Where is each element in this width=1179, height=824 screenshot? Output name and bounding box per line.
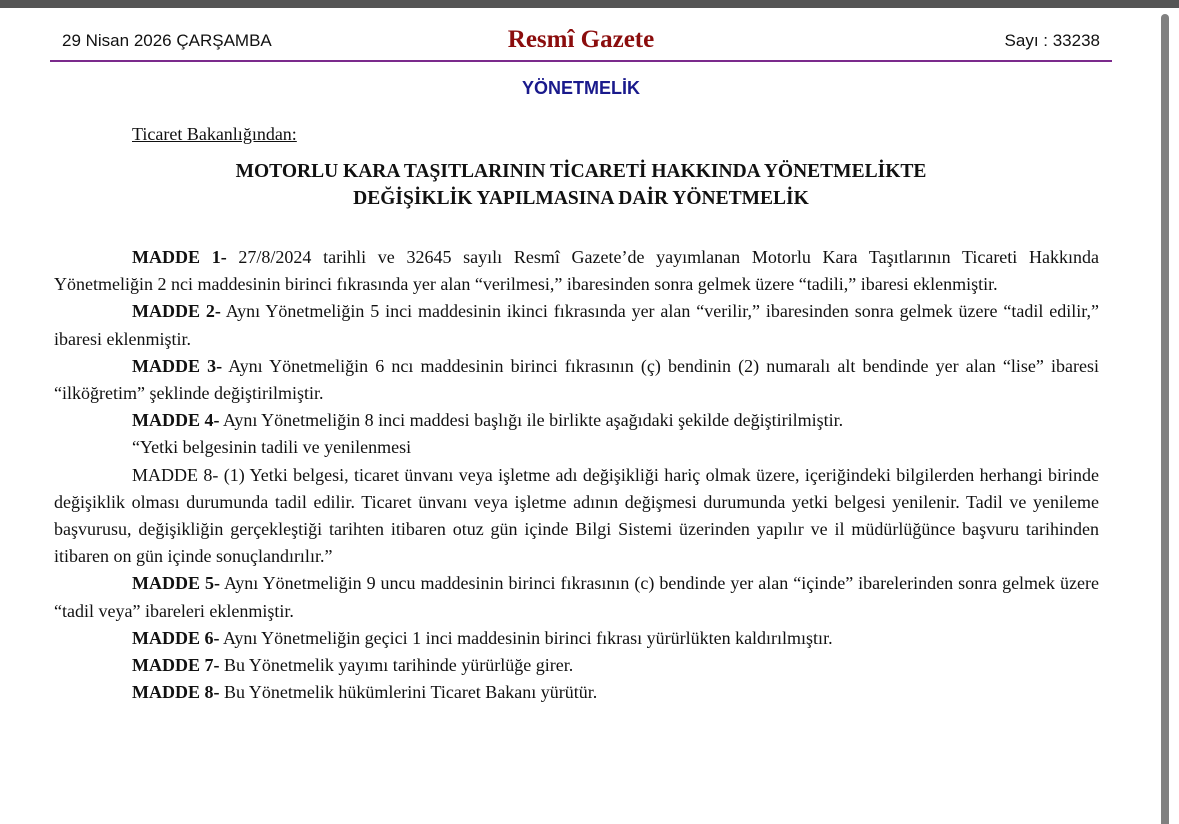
article-5 (54, 570, 1099, 624)
publication-date: 29 Nisan 2026 ÇARŞAMBA (62, 31, 272, 50)
article-text: Aynı Yönetmeliğin 6 ncı maddesinin birinci fıkrasının (ç) bendinin (2) numaralı alt bendinde yer alan “lise” ibaresi “ilköğretim” şeklinde değiştirilmiştir. (54, 355, 1099, 404)
article-4 (54, 407, 1099, 434)
article-2 (54, 298, 1099, 352)
article-3 (54, 353, 1099, 407)
article-label: MADDE 2- (132, 301, 221, 322)
article-text: MADDE 8- (1) Yetki belgesi, ticaret ünvanı veya işletme adı değişikliği hariç olmak üzere, içeriğindeki bilgilerden herhangi birinde değişiklik olması durumunda tadil edilir. Ticaret ünvanı veya işletme adının değişmesi durumunda yetki belgesi yenilenir. Tadil ve yenileme başvurusu, değişikliğin gerçekleştiği tarihten itibaren otuz gün içinde Bilgi Sistemi üzerinden yapılır ve il müdürlüğünce başvuru tarihinden itibaren on gün içinde sonuçlandırılır.” (54, 464, 1099, 567)
article-label: MADDE 5- (132, 573, 220, 594)
article-text: Bu Yönetmelik hükümlerini Ticaret Bakanı yürütür. (219, 682, 598, 703)
article-label: MADDE 3- (132, 355, 223, 376)
article-text: Bu Yönetmelik yayımı tarihinde yürürlüğe girer. (219, 655, 574, 676)
document-body (54, 244, 1099, 706)
article-label: MADDE 4- (132, 410, 220, 431)
article-text: Aynı Yönetmeliğin 5 inci maddesinin ikinci fıkrasında yer alan “verilir,” ibaresinden sonra gelmek üzere “tadil edilir,” ibaresi eklenmiştir. (54, 301, 1099, 349)
vertical-scrollbar[interactable] (1161, 14, 1169, 824)
gazette-header (50, 24, 1112, 62)
document-title (0, 158, 1162, 212)
article-1 (54, 244, 1099, 298)
document-title-line: MOTORLU KARA TAŞITLARININ TİCARETİ HAKKINDA YÖNETMELİKTE (235, 161, 927, 182)
article-text: 27/8/2024 tarihli ve 32645 sayılı Resmî Gazete’de yayımlanan Motorlu Kara Taşıtlarının Ticareti Hakkında Yönetmeliğin 2 nci maddesinin birinci fıkrasında yer alan “verilmesi,” ibaresinden sonra gelmek üzere “tadili,” ibaresi eklenmiştir. (54, 247, 1099, 295)
gazette-brand: Resmî Gazete (507, 26, 655, 53)
article-text: “Yetki belgesinin tadili ve yenilenmesi (132, 437, 412, 458)
amended-article-8 (54, 462, 1099, 571)
amended-article-heading (54, 434, 1099, 461)
article-text: Aynı Yönetmeliğin 9 uncu maddesinin birinci fıkrasının (c) bendinde yer alan “içinde” ibarelerinden sonra gelmek üzere “tadil veya” ibareleri eklenmiştir. (54, 573, 1099, 621)
article-label: MADDE 7- (132, 655, 220, 676)
section-title: YÖNETMELİK (521, 78, 640, 98)
article-6 (54, 625, 1099, 652)
article-label: MADDE 8- (132, 682, 220, 703)
article-text: Aynı Yönetmeliğin geçici 1 inci maddesinin birinci fıkrası yürürlükten kaldırılmıştır. (219, 627, 833, 648)
article-label: MADDE 6- (132, 627, 220, 648)
article-text: Aynı Yönetmeliğin 8 inci maddesi başlığı ile birlikte aşağıdaki şekilde değiştirilmiştir. (219, 410, 844, 431)
document-title-line: DEĞİŞİKLİK YAPILMASINA DAİR YÖNETMELİK (353, 188, 809, 209)
issuing-ministry: Ticaret Bakanlığından: (132, 124, 297, 144)
article-7 (54, 652, 1099, 679)
article-label: MADDE 1- (132, 247, 227, 267)
issue-number: Sayı : 33238 (1004, 31, 1100, 50)
article-8 (54, 679, 1099, 706)
viewer-top-bar (0, 0, 1179, 8)
